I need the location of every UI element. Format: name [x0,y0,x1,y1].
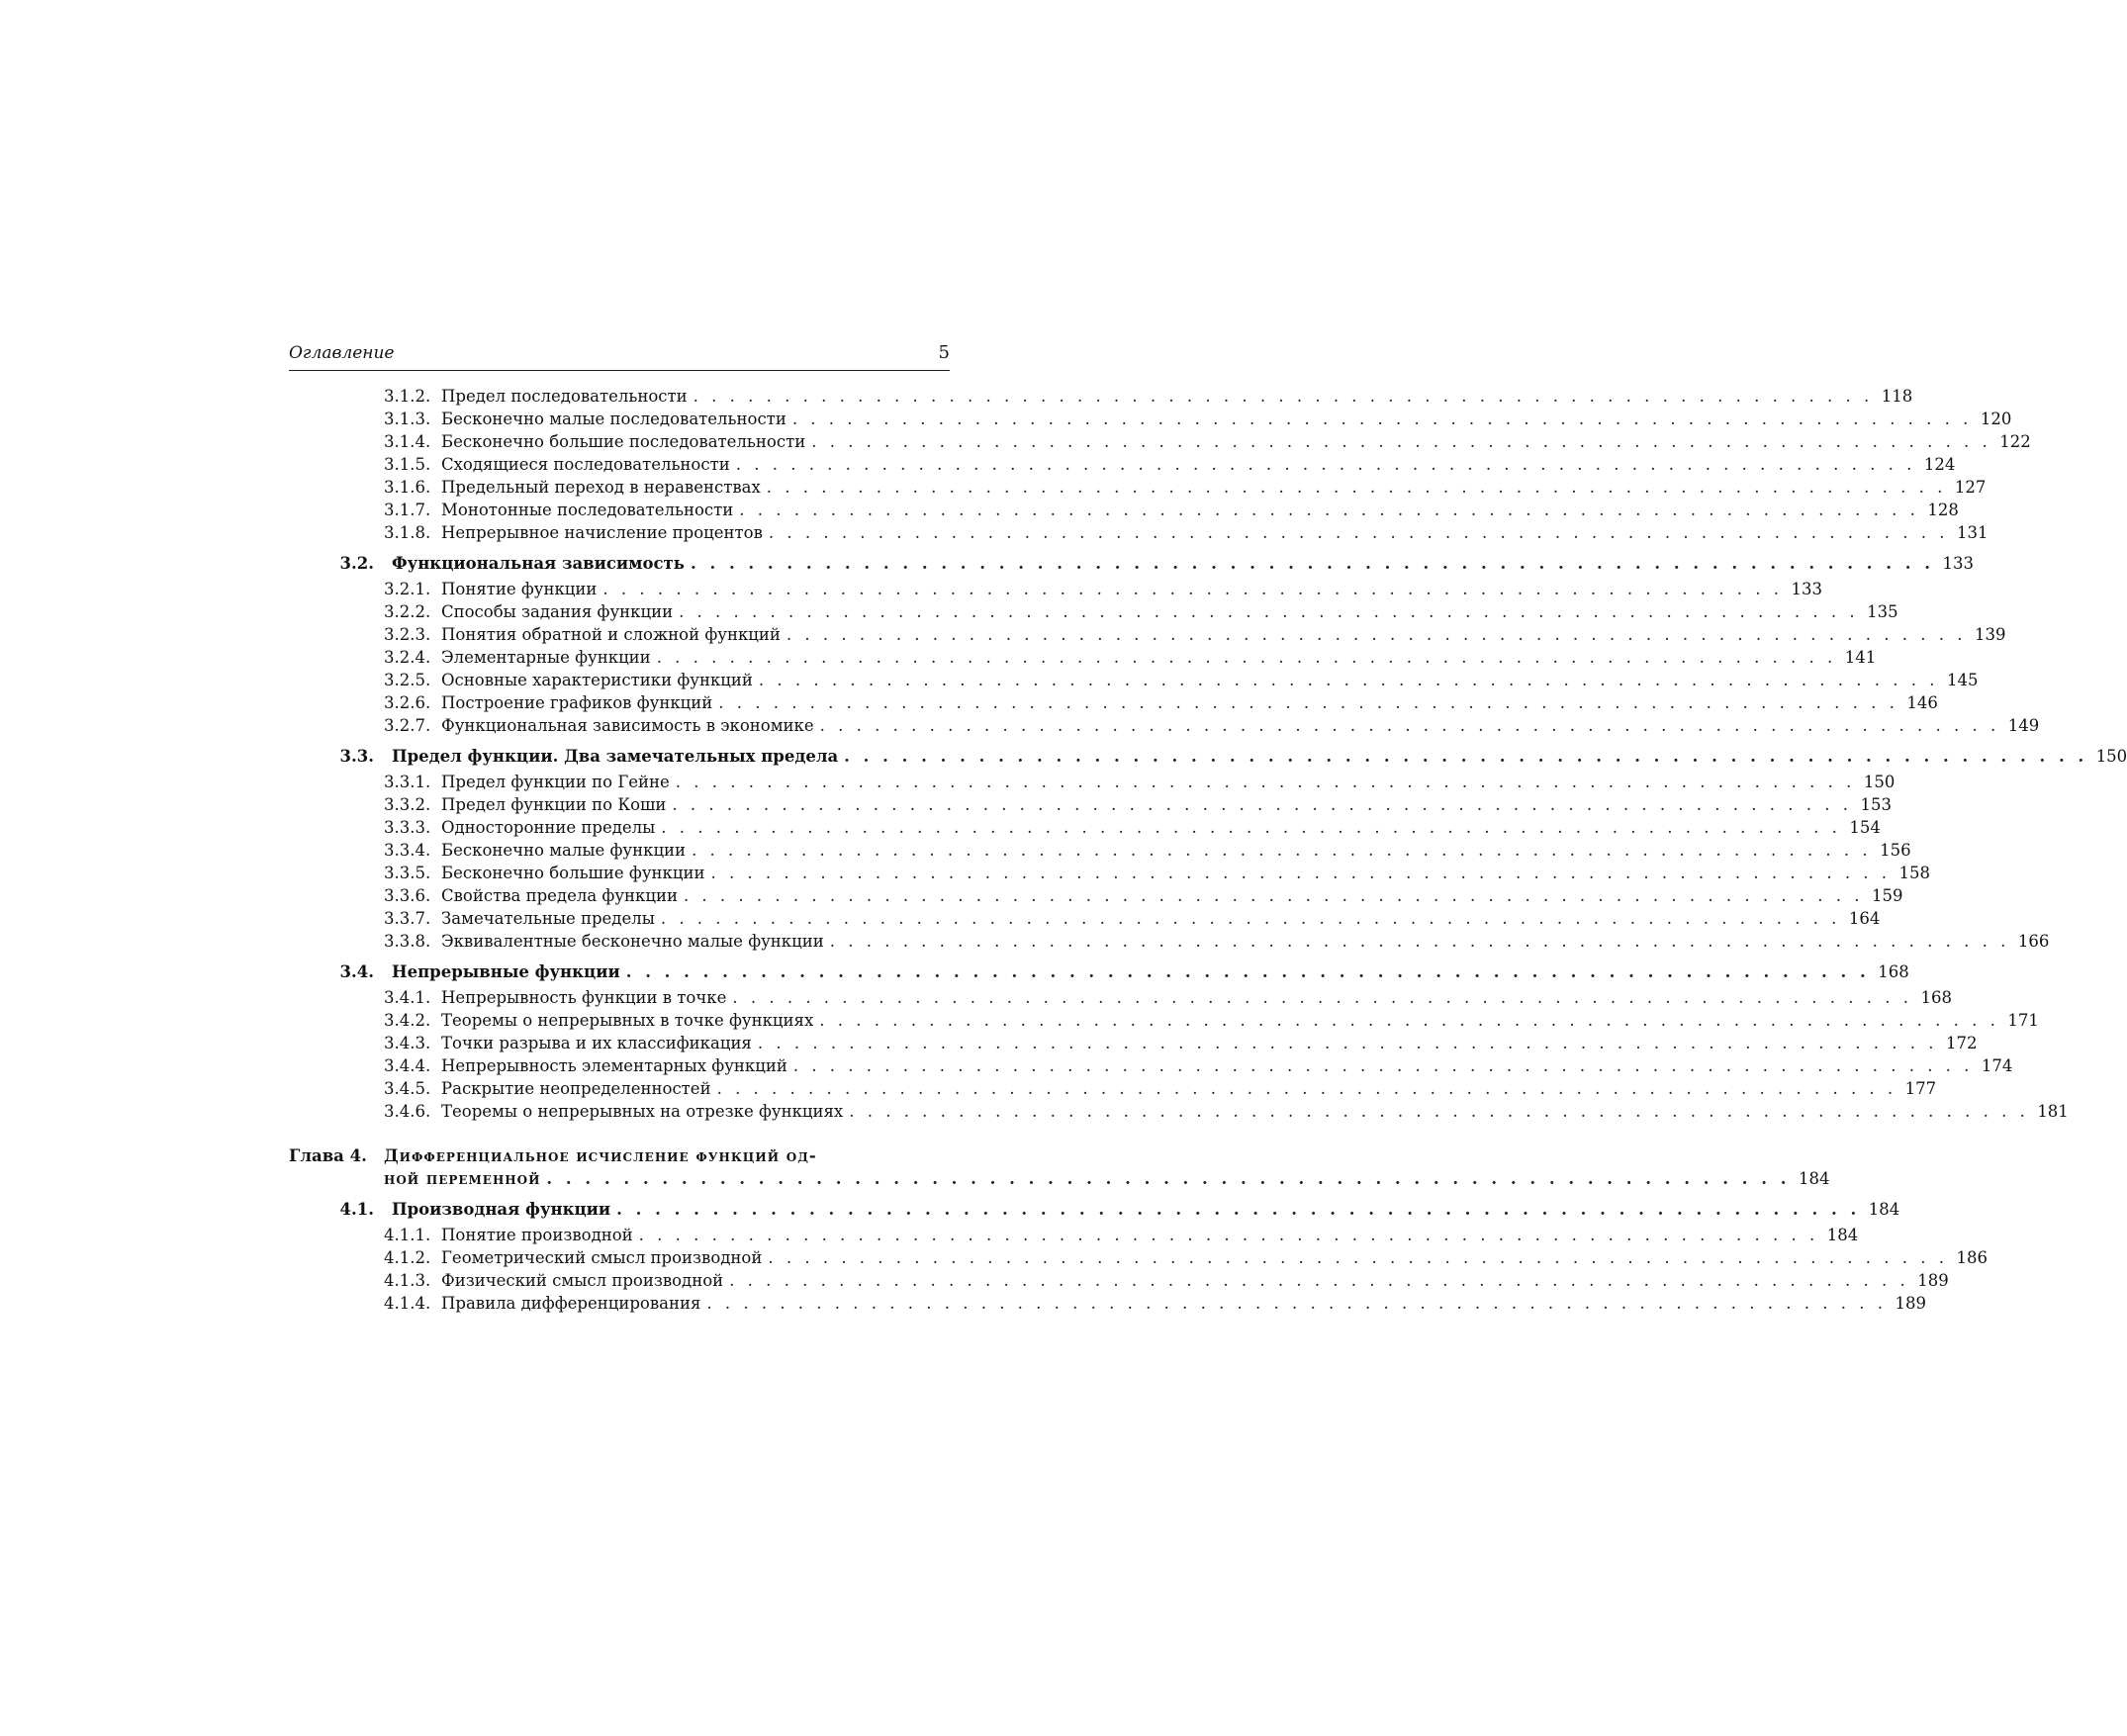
entry-number: 3.3.5. [384,864,431,882]
entry-title: Бесконечно большие функции [441,864,705,882]
page-number: 5 [938,342,950,363]
section-number: 3.4. [339,962,374,981]
entry-title: Замечательные пределы [441,909,655,928]
dot-leader [729,1269,1909,1292]
dot-leader [710,862,1891,884]
toc-entry[interactable] [289,1269,1949,1292]
table-of-contents [289,385,2127,1315]
entry-title: Монотонные последовательности [441,501,734,519]
toc-entry[interactable] [289,1009,2039,1032]
entry-number: 4.1.1. [384,1226,431,1244]
toc-entry[interactable] [289,793,1892,816]
entry-number: 3.3.7. [384,909,431,928]
page-ref: 164 [1848,909,1881,928]
toc-entry[interactable] [289,499,1959,521]
page-ref: 149 [2007,716,2040,735]
dot-leader [844,745,2087,768]
section-title: Производная функции [392,1200,611,1219]
entry-number: 3.4.2. [384,1011,431,1030]
entry-title: Построение графиков функций [441,693,713,712]
entry-title: Точки разрыва и их классификация [441,1034,752,1052]
toc-section-3-2[interactable] [289,552,1974,575]
entry-number: 3.2.1. [384,580,431,598]
entry-number: 3.1.7. [384,501,431,519]
page-ref: 133 [1942,554,1974,573]
entry-number: 3.1.5. [384,455,431,474]
toc-entry[interactable] [289,907,1881,930]
toc-entry[interactable] [289,1100,2069,1123]
page-ref: 146 [1906,693,1938,712]
entry-title: Непрерывное начисление процентов [441,523,763,542]
toc-entry[interactable] [289,930,2050,953]
page-ref: 186 [1956,1248,1988,1267]
page-ref: 145 [1947,671,1979,689]
entry-number: 3.3.6. [384,886,431,905]
entry-title: Теоремы о непрерывных в точке функциях [441,1011,814,1030]
dot-leader [679,600,1859,623]
toc-entry[interactable] [289,385,1913,408]
entry-title: Предел последовательности [441,387,688,406]
chapter-title-continuation: ной переменной [384,1169,541,1188]
entry-title: Элементарные функции [441,648,651,667]
entry-title: Предел функции по Коши [441,795,667,814]
entry-title: Геометрический смысл производной [441,1248,763,1267]
toc-chapter-4[interactable] [289,1144,1830,1190]
entry-number: 3.4.6. [384,1102,431,1121]
entry-number: 3.2.3. [384,625,431,644]
toc-group-3-3 [289,771,2050,953]
dot-leader [820,714,2000,737]
page-ref: 122 [1999,432,2031,451]
page-ref: 118 [1881,387,1913,406]
toc-entry[interactable] [289,1077,1937,1100]
page-ref: 189 [1917,1271,1949,1290]
entry-number: 4.1.2. [384,1248,431,1267]
page-ref: 133 [1791,580,1822,598]
chapter-title: Дифференциальное исчисление функций од- [384,1146,817,1165]
dot-leader [657,646,1837,669]
page-ref: 135 [1867,602,1898,621]
toc-entry[interactable] [289,1054,2013,1077]
toc-section-3-4[interactable] [289,960,1909,983]
chapter-title-line-1 [289,1144,950,1167]
page-ref: 120 [1980,410,2012,428]
entry-number: 3.1.4. [384,432,431,451]
toc-group-3-1 [289,385,2031,544]
dot-leader [732,986,1912,1009]
entry-title: Предельный переход в неравенствах [441,478,761,497]
entry-title: Понятие функции [441,580,598,598]
section-number: 4.1. [339,1200,374,1219]
dot-leader [769,521,1949,544]
toc-entry[interactable] [289,771,1896,793]
toc-entry[interactable] [289,430,2031,453]
toc-group-4-1 [289,1224,1988,1315]
toc-entry[interactable] [289,623,2006,646]
entry-title: Правила дифференцирования [441,1294,701,1313]
entry-title: Основные характеристики функций [441,671,753,689]
page-ref: 128 [1927,501,1959,519]
page-ref: 174 [1981,1056,2013,1075]
toc-entry[interactable] [289,408,2012,430]
entry-title: Бесконечно большие последовательности [441,432,806,451]
toc-entry[interactable] [289,646,1877,669]
dot-leader [639,1224,1819,1246]
toc-entry[interactable] [289,714,2040,737]
dot-leader [736,453,1916,476]
dot-leader [684,884,1864,907]
page-ref: 184 [1826,1226,1859,1244]
entry-title: Понятие производной [441,1226,633,1244]
toc-section-4-1[interactable] [289,1198,1900,1221]
entry-title: Понятия обратной и сложной функций [441,625,781,644]
page-ref: 159 [1872,886,1903,905]
entry-title: Непрерывность функции в точке [441,988,727,1007]
dot-leader [786,623,1967,646]
dot-leader [546,1167,1790,1190]
running-title: Оглавление [289,343,395,363]
toc-entry[interactable] [289,1224,1859,1246]
page-ref: 141 [1844,648,1877,667]
entry-title: Раскрытие неопределенностей [441,1079,711,1098]
entry-number: 3.4.4. [384,1056,431,1075]
toc-entry[interactable] [289,600,1898,623]
toc-entry[interactable] [289,862,1931,884]
entry-number: 3.3.2. [384,795,431,814]
dot-leader [706,1292,1887,1315]
page-ref: 172 [1945,1034,1978,1052]
toc-entry[interactable] [289,1292,1926,1315]
toc-entry[interactable] [289,669,1979,691]
entry-title: Функциональная зависимость в экономике [441,716,814,735]
toc-entry[interactable] [289,1032,1978,1054]
dot-leader [717,1077,1897,1100]
entry-number: 3.1.6. [384,478,431,497]
toc-entry[interactable] [289,453,1956,476]
entry-number: 3.2.6. [384,693,431,712]
dot-leader [811,430,1991,453]
dot-leader [767,476,1947,499]
page-ref: 158 [1898,864,1931,882]
entry-title: Свойства предела функции [441,886,678,905]
page-ref: 153 [1860,795,1892,814]
entry-title: Предел функции по Гейне [441,773,670,791]
dot-leader [819,1009,1999,1032]
entry-number: 3.3.1. [384,773,431,791]
toc-entry[interactable] [289,839,1911,862]
toc-entry[interactable] [289,986,1952,1009]
dot-leader [849,1100,2029,1123]
dot-leader [676,771,1856,793]
entry-title: Непрерывность элементарных функций [441,1056,787,1075]
entry-title: Бесконечно малые последовательности [441,410,786,428]
toc-entry[interactable] [289,816,1881,839]
entry-number: 3.4.5. [384,1079,431,1098]
chapter-title-line-2 [289,1167,1830,1190]
page-ref: 189 [1895,1294,1926,1313]
toc-group-3-2 [289,578,2040,737]
chapter-number: Глава 4. [289,1146,367,1165]
toc-entry[interactable] [289,578,1822,600]
toc-entry[interactable] [289,884,1903,907]
running-head [289,342,950,371]
section-title: Непрерывные функции [392,962,620,981]
dot-leader [692,839,1872,862]
toc-group-3-4 [289,986,2069,1123]
dot-leader [793,1054,1974,1077]
dot-leader [718,691,1898,714]
entry-title: Эквивалентные бесконечно малые функции [441,932,824,951]
dot-leader [661,816,1841,839]
entry-number: 3.1.2. [384,387,431,406]
entry-number: 3.2.7. [384,716,431,735]
page-ref: 150 [2095,747,2127,766]
page-ref: 184 [1868,1200,1900,1219]
page-ref: 139 [1974,625,2006,644]
dot-leader [661,907,1841,930]
dot-leader [830,930,2010,953]
page-ref: 154 [1849,818,1881,837]
entry-number: 4.1.4. [384,1294,431,1313]
dot-leader [694,385,1874,408]
toc-section-3-3[interactable] [289,745,2127,768]
entry-number: 3.2.2. [384,602,431,621]
entry-number: 3.2.5. [384,671,431,689]
page-ref: 168 [1878,962,1909,981]
section-title: Предел функции. Два замечательных предела [392,747,839,766]
dot-leader [672,793,1852,816]
entry-title: Способы задания функции [441,602,674,621]
entry-number: 3.3.8. [384,932,431,951]
entry-number: 3.4.3. [384,1034,431,1052]
entry-title: Теоремы о непрерывных на отрезке функциях [441,1102,844,1121]
entry-title: Односторонние пределы [441,818,656,837]
dot-leader [768,1246,1948,1269]
page-ref: 127 [1954,478,1987,497]
entry-number: 3.3.4. [384,841,431,860]
page-ref: 166 [2017,932,2050,951]
toc-entry[interactable] [289,1246,1988,1269]
entry-number: 3.1.8. [384,523,431,542]
page-ref: 168 [1920,988,1952,1007]
entry-number: 3.4.1. [384,988,431,1007]
page-ref: 181 [2037,1102,2069,1121]
entry-title: Сходящиеся последовательности [441,455,730,474]
entry-title: Бесконечно малые функции [441,841,687,860]
page-ref: 131 [1956,523,1988,542]
dot-leader [739,499,1919,521]
page-ref: 124 [1923,455,1956,474]
entry-number: 3.1.3. [384,410,431,428]
dot-leader [758,1032,1938,1054]
entry-title: Физический смысл производной [441,1271,724,1290]
dot-leader [616,1198,1860,1221]
page-ref: 171 [2007,1011,2039,1030]
dot-leader [626,960,1870,983]
dot-leader [602,578,1783,600]
section-number: 3.3. [339,747,374,766]
entry-number: 4.1.3. [384,1271,431,1290]
page-ref: 177 [1904,1079,1937,1098]
dot-leader [691,552,1934,575]
toc-entry[interactable] [289,691,1938,714]
section-number: 3.2. [339,554,374,573]
dot-leader [759,669,1939,691]
entry-number: 3.3.3. [384,818,431,837]
entry-number: 3.2.4. [384,648,431,667]
toc-entry[interactable] [289,521,1988,544]
toc-entry[interactable] [289,476,1987,499]
page-ref: 150 [1863,773,1896,791]
page-ref: 156 [1880,841,1911,860]
page-ref: 184 [1798,1169,1830,1188]
dot-leader [792,408,1973,430]
section-title: Функциональная зависимость [392,554,685,573]
toc-page [289,342,2127,1315]
